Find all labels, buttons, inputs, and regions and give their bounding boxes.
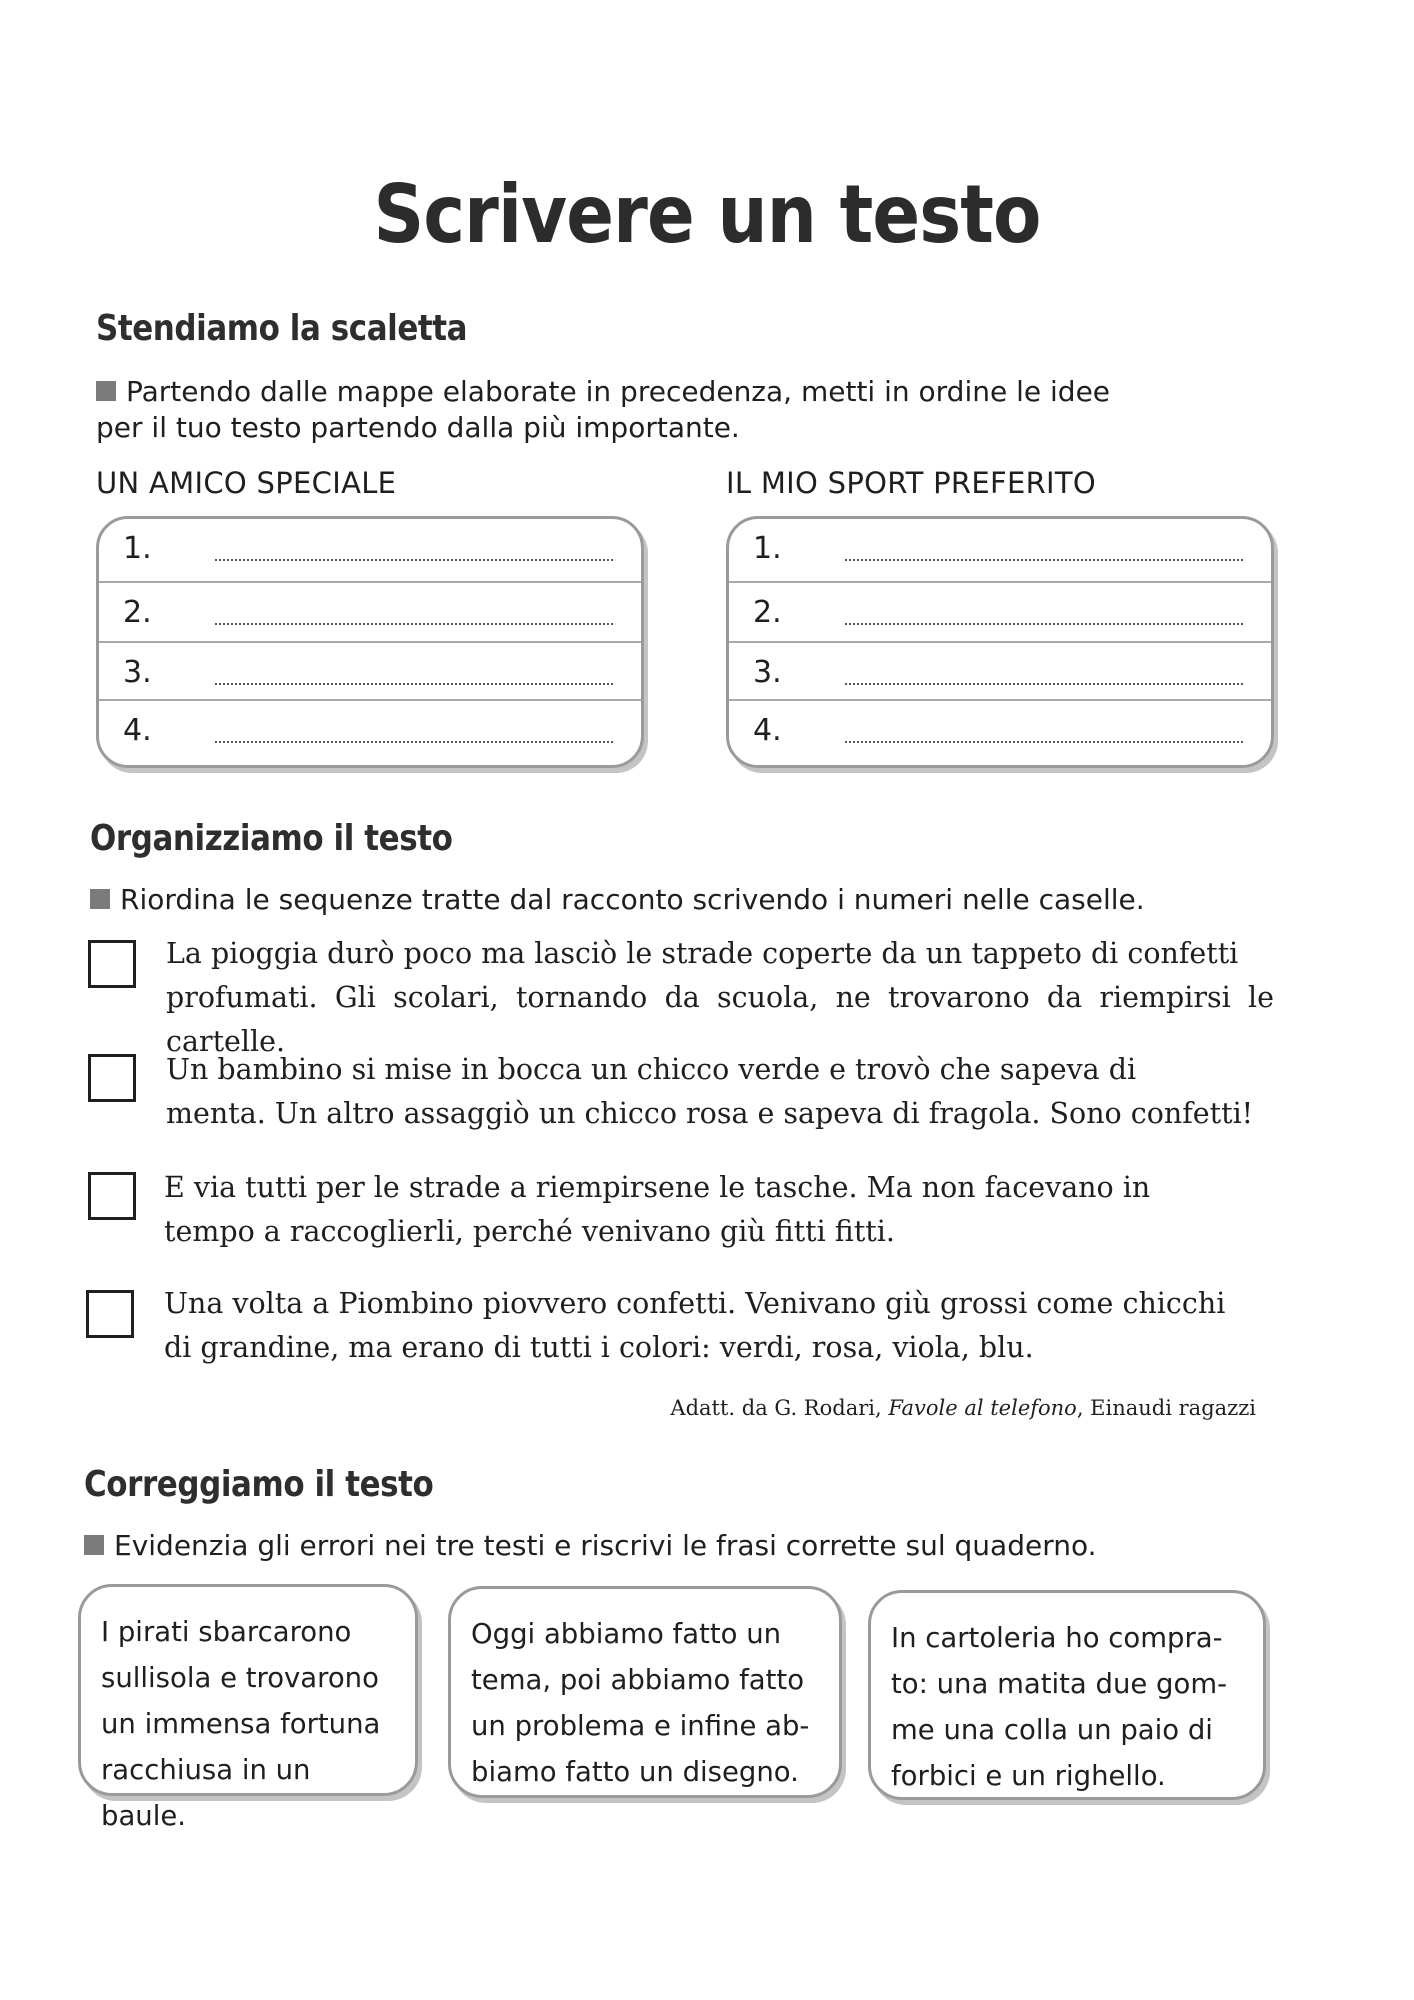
instruction-text: Riordina le sequenze tratte dal racconto scrivendo i numeri nelle caselle. — [120, 883, 1145, 916]
instruction-organizziamo — [90, 882, 1340, 918]
outline-number: 2. — [753, 595, 782, 630]
sequence-text — [166, 932, 1274, 1064]
error-text: In cartoleria ho compra- to: una matita due gom- me una colla un paio di forbici e un righello. — [891, 1622, 1228, 1792]
section-heading-scaletta: Stendiamo la scaletta — [96, 308, 468, 349]
outline-row — [729, 519, 1271, 577]
sequence-text — [164, 1282, 1274, 1370]
sequence-line: E via tutti per le strade a riempirsene le tasche. Ma non facevano in — [164, 1171, 1151, 1204]
outline-number: 3. — [753, 655, 782, 690]
sequence-line: di grandine, ma erano di tutti i colori: verdi, rosa, viola, blu. — [164, 1331, 1034, 1364]
error-text: I pirati sbarcarono sullisola e trovarono un immensa fortuna racchiusa in un baule. — [101, 1616, 381, 1832]
outline-row — [729, 699, 1271, 759]
column-heading-left: UN AMICO SPECIALE — [96, 466, 397, 500]
error-text-box-2 — [448, 1586, 842, 1798]
sequence-line: La pioggia durò poco ma lasciò le strade coperte da un tappeto di confetti — [166, 937, 1239, 970]
sequence-text — [166, 1048, 1274, 1136]
credit-book-title: Favole al telefono — [888, 1396, 1077, 1420]
write-line[interactable] — [215, 741, 613, 743]
instruction-line-1: Partendo dalle mappe elaborate in precedenza, metti in ordine le idee — [126, 375, 1111, 408]
outline-box-right — [726, 516, 1274, 768]
outline-number: 3. — [123, 655, 152, 690]
sequence-number-box[interactable] — [86, 1290, 134, 1338]
write-line[interactable] — [845, 683, 1243, 685]
error-text-box-3 — [868, 1590, 1266, 1800]
outline-number: 4. — [123, 713, 152, 748]
sequence-number-box[interactable] — [88, 1054, 136, 1102]
error-text: Oggi abbiamo fatto un tema, poi abbiamo fatto un problema e infine ab- biamo fatto un disegno. — [471, 1618, 810, 1788]
outline-number: 1. — [123, 531, 152, 566]
outline-row — [729, 581, 1271, 641]
write-line[interactable] — [845, 623, 1243, 625]
square-bullet-icon — [90, 889, 110, 909]
outline-number: 2. — [123, 595, 152, 630]
sequence-line: profumati. Gli scolari, tornando da scuola, ne trovarono da riempirsi le cartelle. — [166, 981, 1274, 1058]
write-line[interactable] — [215, 683, 613, 685]
sequence-number-box[interactable] — [88, 940, 136, 988]
outline-row — [99, 581, 641, 641]
write-line[interactable] — [215, 623, 613, 625]
column-heading-right: IL MIO SPORT PREFERITO — [726, 466, 1097, 500]
outline-box-left — [96, 516, 644, 768]
outline-row — [99, 641, 641, 701]
square-bullet-icon — [84, 1535, 104, 1555]
outline-number: 1. — [753, 531, 782, 566]
sequence-line: Una volta a Piombino piovvero confetti. Venivano giù grossi come chicchi — [164, 1287, 1226, 1320]
instruction-scaletta — [96, 374, 1336, 446]
error-text-box-1 — [78, 1584, 418, 1832]
credit-suffix: , Einaudi ragazzi — [1076, 1396, 1256, 1420]
outline-row — [99, 699, 641, 759]
sequence-number-box[interactable] — [88, 1172, 136, 1220]
square-bullet-icon — [96, 381, 116, 401]
outline-row — [729, 641, 1271, 701]
instruction-line-2: per il tuo testo partendo dalla più importante. — [96, 411, 740, 444]
write-line[interactable] — [845, 741, 1243, 743]
source-credit — [500, 1396, 1256, 1420]
sequence-line: menta. Un altro assaggiò un chicco rosa e sapeva di fragola. Sono confetti! — [166, 1097, 1254, 1130]
section-heading-correggiamo: Correggiamo il testo — [84, 1464, 434, 1505]
sequence-line: Un bambino si mise in bocca un chicco verde e trovò che sapeva di — [166, 1053, 1137, 1086]
sequence-line: tempo a raccoglierli, perché venivano giù fitti fitti. — [164, 1215, 895, 1248]
credit-prefix: Adatt. da G. Rodari, — [670, 1396, 889, 1420]
instruction-text: Evidenzia gli errori nei tre testi e riscrivi le frasi corrette sul quaderno. — [114, 1529, 1097, 1562]
write-line[interactable] — [215, 559, 613, 561]
section-heading-organizziamo: Organizziamo il testo — [90, 818, 453, 859]
outline-row — [99, 519, 641, 577]
outline-number: 4. — [753, 713, 782, 748]
sequence-text — [164, 1166, 1274, 1254]
write-line[interactable] — [845, 559, 1243, 561]
instruction-correggiamo — [84, 1528, 1344, 1564]
page-title: Scrivere un testo — [373, 168, 1041, 261]
